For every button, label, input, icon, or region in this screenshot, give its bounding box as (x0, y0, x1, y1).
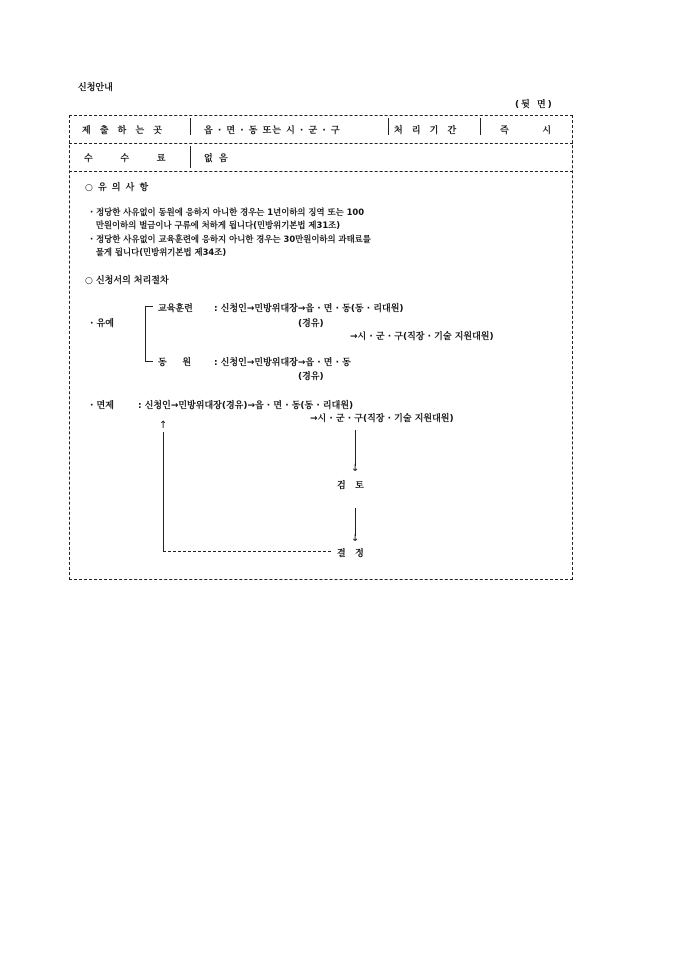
period-value: 즉 시 (500, 126, 555, 136)
connector-line (355, 508, 356, 536)
back-side-label: (뒷 면) (515, 100, 554, 110)
period-label: 처 리 기 간 (394, 126, 460, 136)
defer-label: · 유예 (90, 319, 114, 329)
divider (190, 146, 191, 168)
note-line: 물게 됩니다(민방위기본법 제34조) (90, 247, 227, 257)
feedback-line (163, 432, 164, 551)
mob-flow: : 신청인→민방위대장→읍 · 면 · 동 (214, 358, 351, 368)
down-arrow-icon: ↓ (351, 533, 360, 544)
notes-heading: ○ 유 의 사 항 (85, 183, 150, 193)
row-divider (69, 171, 573, 172)
down-arrow-icon: ↓ (351, 463, 360, 474)
note-line: · 정당한 사유없이 동원에 응하지 아니한 경우는 1년이하의 징역 또는 100 (90, 207, 365, 217)
divider (190, 118, 191, 135)
bracket-line (145, 306, 146, 361)
document-title: 신청안내 (78, 83, 113, 93)
fee-label: 수 수 료 (84, 154, 168, 164)
fee-value: 없 음 (204, 154, 228, 164)
exempt-flow: : 신청인→민방위대장(경유)→읍 · 면 · 동(동 · 리대원) (138, 401, 354, 411)
edu-flow: : 신청인→민방위대장→읍 · 면 · 동(동 · 리대원) (214, 304, 404, 314)
up-arrow-icon: ↑ (159, 420, 168, 431)
edu-label: 교육훈련 (158, 304, 193, 314)
mob-sub: (경유) (298, 372, 324, 382)
procedure-heading: ○ 신청서의 처리절차 (85, 276, 169, 286)
note-line: 만원이하의 벌금이나 구류에 처하게 됩니다(민방위기본법 제31조) (90, 220, 341, 230)
edu-flow-2: →시 · 군 · 구(직장 · 기술 지원대원) (350, 332, 494, 342)
divider (480, 118, 481, 135)
divider (388, 118, 389, 135)
office-label: 제 출 하 는 곳 (82, 126, 166, 136)
edu-sub: (경유) (298, 319, 324, 329)
note-line: · 정당한 사유없이 교육훈련에 응하지 아니한 경우는 30만원이하의 과태료를 (90, 234, 371, 244)
mob-label: 동 원 (158, 358, 192, 368)
connector-line (355, 430, 356, 466)
review-step: 검 토 (337, 481, 364, 491)
exempt-flow-2: →시 · 군 · 구(직장 · 기술 지원대원) (310, 414, 454, 424)
row-divider (69, 143, 573, 144)
bracket-bottom (145, 361, 153, 362)
exempt-label: · 면제 (90, 401, 114, 411)
bracket-top (145, 306, 153, 307)
office-value: 읍 · 면 · 동 또는 시 · 군 · 구 (204, 126, 341, 136)
decision-step: 결 정 (337, 549, 364, 559)
feedback-line-bottom (163, 551, 331, 552)
